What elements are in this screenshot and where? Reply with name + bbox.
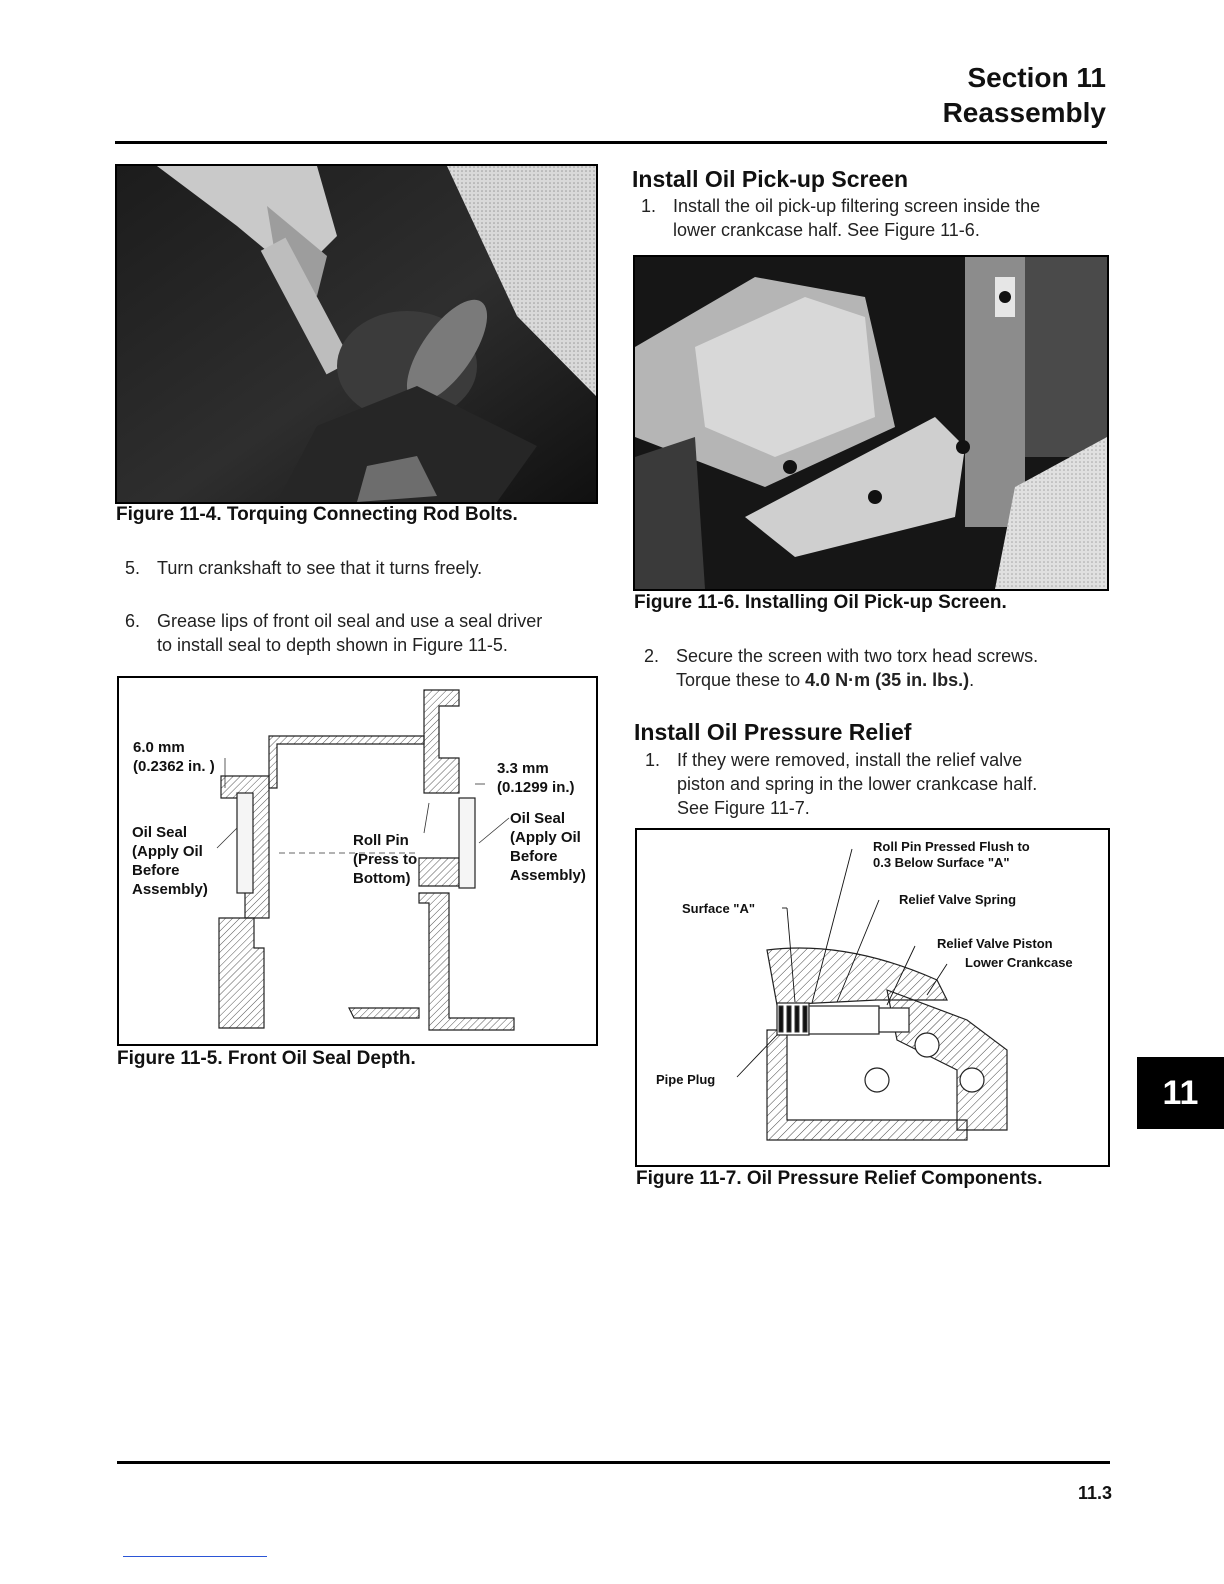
roll-pin-line-2: (Press to: [353, 851, 418, 868]
step-5-text: Turn crankshaft to see that it turns freely.: [157, 558, 483, 578]
step-6-text-line-1: Grease lips of front oil seal and use a seal driver: [157, 611, 543, 631]
oil-seal-left-line-2: (Apply Oil: [132, 843, 203, 860]
step-5-number: 5.: [125, 558, 141, 578]
pickup-step-1-line-2: lower crankcase half. See Figure 11-6.: [673, 220, 980, 240]
pickup-step-2: [644, 644, 1104, 692]
pickup-step-2-line-2: [676, 668, 974, 692]
oil-seal-right-line-3: Before: [510, 848, 558, 865]
figure-11-7-diagram: [635, 828, 1110, 1167]
roll-pin-note-line-1: Roll Pin Pressed Flush to: [873, 839, 1030, 854]
relief-valve-cross-section-icon: [637, 830, 1108, 1165]
figure-11-4-photo: [115, 164, 598, 504]
surface-a-label: Surface "A": [682, 901, 756, 916]
page-number: 11.3: [1077, 1483, 1112, 1503]
pickup-step-2-line-1: Secure the screen with two torx head screws.: [676, 646, 1039, 666]
torque-period: .: [969, 670, 975, 690]
footer-link-underline: [123, 1556, 267, 1557]
lower-crankcase-label: Lower Crankcase: [965, 955, 1073, 970]
section-tab: 11: [1137, 1057, 1224, 1129]
oil-seal-left-line-4: Assembly): [132, 881, 208, 898]
depth-in-label: (0.2362 in. ): [133, 758, 215, 775]
pickup-screen-photo-icon: [635, 257, 1107, 589]
figure-11-6-caption: Figure 11-6. Installing Oil Pick-up Screen.: [634, 592, 1007, 613]
pickup-step-1-line-1: Install the oil pick-up filtering screen inside the: [673, 196, 1041, 216]
pickup-screen-heading: Install Oil Pick-up Screen: [632, 166, 909, 192]
oil-seal-right-line-2: (Apply Oil: [510, 829, 581, 846]
depth-mm-label: 6.0 mm: [133, 739, 185, 756]
relief-valve-piston-label: Relief Valve Piston: [937, 936, 1053, 951]
oil-seal-right-line-1: Oil Seal: [510, 810, 566, 827]
figure-11-5-caption: Figure 11-5. Front Oil Seal Depth.: [117, 1048, 416, 1069]
section-title: Reassembly: [942, 97, 1106, 128]
torque-text: Torque these to: [676, 670, 806, 690]
pipe-plug-label: Pipe Plug: [656, 1072, 716, 1087]
roll-pin-line-1: Roll Pin: [353, 832, 409, 849]
figure-11-6-photo: [633, 255, 1109, 591]
relief-step-1-line-2: piston and spring in the lower crankcase half.: [677, 774, 1038, 794]
figure-11-7-caption: Figure 11-7. Oil Pressure Relief Components.: [636, 1168, 1043, 1189]
roll-pin-label: [353, 831, 417, 888]
figure-11-5-diagram: [117, 676, 598, 1046]
oil-seal-left-line-3: Before: [132, 862, 180, 879]
pressure-relief-heading: Install Oil Pressure Relief: [634, 719, 912, 745]
step-6-text-line-2: to install seal to depth shown in Figure 11-5.: [157, 635, 508, 655]
figure-11-4-caption: Figure 11-4. Torquing Connecting Rod Bolts.: [116, 504, 518, 525]
relief-step-1: [645, 748, 1105, 820]
footer-rule: [117, 1461, 1110, 1464]
offset-in-label: (0.1299 in.): [497, 779, 575, 796]
oil-seal-left-label: [132, 823, 208, 899]
pickup-step-1-number: 1.: [641, 196, 657, 216]
section-number: Section 11: [967, 62, 1106, 93]
relief-step-1-line-3: See Figure 11-7.: [677, 798, 810, 818]
oil-seal-left-line-1: Oil Seal: [132, 824, 188, 841]
relief-step-1-number: 1.: [645, 750, 661, 770]
step-5: [125, 556, 595, 580]
relief-step-1-line-1: If they were removed, install the relief valve: [677, 750, 1023, 770]
header-rule: [115, 141, 1107, 144]
torque-value: 4.0 N·m (35 in. lbs.): [805, 670, 970, 690]
relief-valve-spring-label: Relief Valve Spring: [899, 892, 1017, 907]
pickup-step-2-number: 2.: [644, 646, 660, 666]
torque-wrench-photo-icon: [117, 166, 596, 502]
oil-seal-right-label: [510, 809, 586, 885]
pickup-step-1: [641, 194, 1101, 242]
roll-pin-note-line-2: 0.3 Below Surface "A": [873, 855, 1010, 870]
roll-pin-line-3: Bottom): [353, 870, 411, 887]
offset-mm-label: 3.3 mm: [497, 760, 549, 777]
step-6-number: 6.: [125, 611, 141, 631]
oil-seal-right-line-4: Assembly): [510, 867, 586, 884]
step-6: [125, 609, 595, 657]
